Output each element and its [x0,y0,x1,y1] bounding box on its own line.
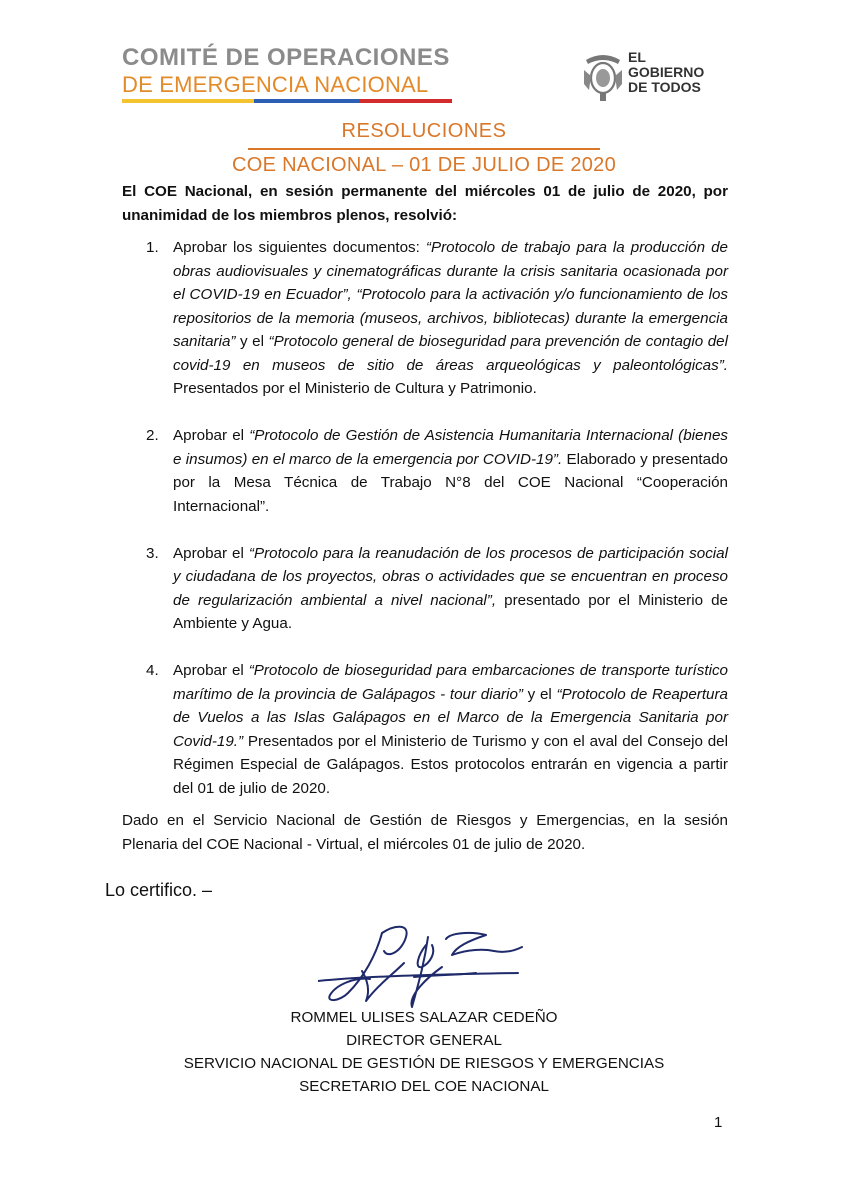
resolution-item [122,542,728,636]
resolution-text: presentado por el Ministerio de Ambiente y Agua. [173,591,728,632]
resolution-number: 2. [146,427,159,444]
resolution-item [122,659,728,800]
signature-image [318,915,528,1010]
resolution-item [122,424,728,518]
resolution-document-title: “Protocolo para la reanudación de los procesos de participación social y ciudadana de los proyectos, obras o actividades que se encuentran en proceso de regularización ambiental a nivel nacional”, [173,544,728,609]
closing-paragraph: Dado en el Servicio Nacional de Gestión de Riesgos y Emergencias, en la sesión Plenaria del COE Nacional - Virtual, el miércoles 01 de julio de 2020. [122,812,728,853]
resolutions-list [122,236,728,800]
coe-logo-line1: COMITÉ DE OPERACIONES [122,44,450,71]
resolution-item [122,236,728,401]
intro-paragraph: El COE Nacional, en sesión permanente del miércoles 01 de julio de 2020, por unanimidad de los miembros plenos, resolvió: [122,183,728,224]
coat-of-arms-icon [582,50,624,102]
page-number: 1 [714,1114,723,1131]
resolution-text: Aprobar el [173,427,250,444]
document-title: RESOLUCIONES [341,120,507,142]
resolution-text: Presentados por el Ministerio de Turismo y con el aval del Consejo del Régimen Especial de Galápagos. Estos protocolos entrarán en vigencia a partir del 01 de julio de 2020. [173,732,728,797]
tricolor-stripe [122,99,452,103]
resolution-document-title: “Protocolo general de bioseguridad para prevención de contagio del covid-19 en museos de sitio de áreas arqueológicas y paleontológicas”. [173,333,728,374]
signatory-role: DIRECTOR GENERAL [346,1032,502,1049]
resolution-number: 3. [146,544,159,562]
coe-logo [122,44,462,104]
resolution-document-title: “Protocolo de Reapertura de Vuelos a las Islas Galápagos en el Marco de la Emergencia Sanitaria por Covid-19.” [173,685,728,750]
document-subtitle: COE NACIONAL – 01 DE JULIO DE 2020 [231,154,617,176]
resolution-text: Aprobar el [173,544,249,562]
resolution-text: Aprobar los siguientes documentos: [173,239,426,256]
resolution-text: Elaborado y presentado por la Mesa Técnica de Trabajo N°8 del COE Nacional “Cooperación Internacional”. [173,450,728,515]
resolution-text: y el [235,333,269,350]
resolution-text: Aprobar el [173,662,249,679]
certification-text: Lo certifico. – [105,880,213,900]
resolution-text: Presentados por el Ministerio de Cultura y Patrimonio. [173,380,537,397]
signatory-name: ROMMEL ULISES SALAZAR CEDEÑO [290,1009,558,1026]
title-divider [248,148,600,150]
resolution-document-title: “Protocolo de Gestión de Asistencia Humanitaria Internacional (bienes e insumos) en el marco de la emergencia por COVID-19”. [173,427,728,468]
signatory-institution: SERVICIO NACIONAL DE GESTIÓN DE RIESGOS Y EMERGENCIAS [183,1055,665,1072]
resolution-document-title: “Protocolo de trabajo para la producción de obras audiovisuales y cinematográficas durante la crisis sanitaria ocasionada por el COVID-19 en Ecuador”, “Protocolo para la activación y/o funcionamiento de los repositorios de la memoria (museos, archivos, bibliotecas) durante la emergencia sanitaria” [173,239,728,350]
gobierno-logo-text: EL GOBIERNO DE TODOS [628,49,705,95]
resolution-number: 1. [146,239,159,256]
resolution-document-title: “Protocolo de bioseguridad para embarcaciones de transporte turístico marítimo de la provincia de Galápagos - tour diario” [173,662,728,703]
coe-logo-line2: DE EMERGENCIA NACIONAL [122,72,429,97]
resolution-number: 4. [146,662,159,679]
gobierno-logo [582,50,722,102]
signatory-secretary-role: SECRETARIO DEL COE NACIONAL [299,1078,549,1095]
resolution-text: y el [522,685,557,703]
